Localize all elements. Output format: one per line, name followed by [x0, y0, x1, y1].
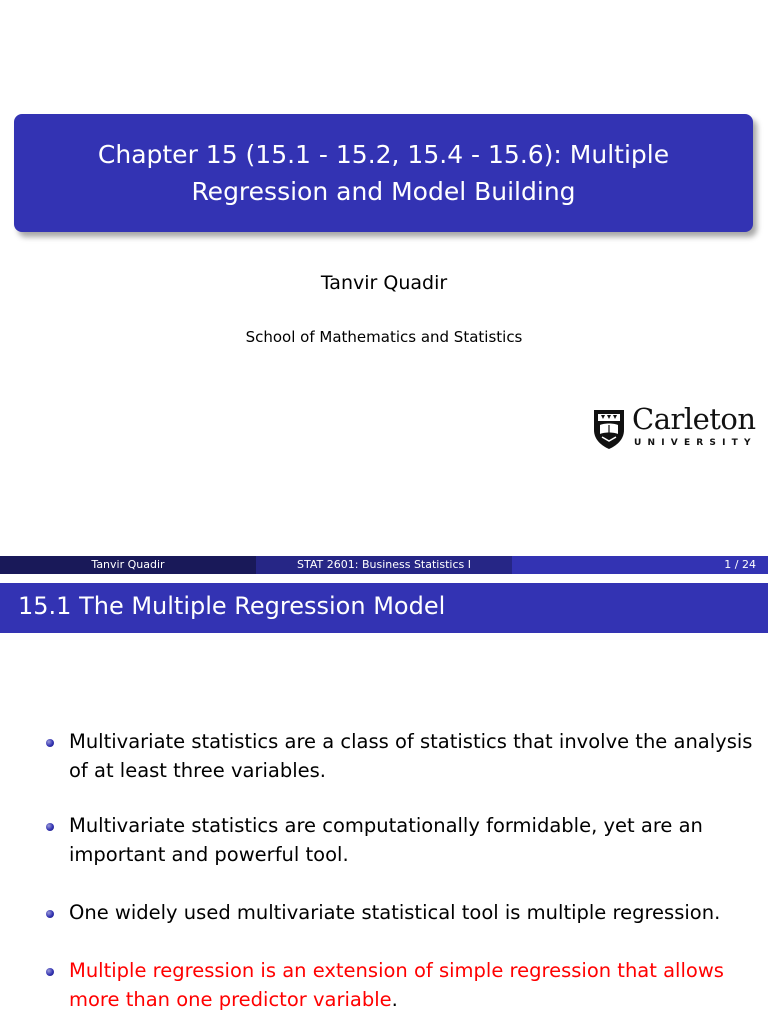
- bullet-dot-icon: [46, 739, 54, 747]
- bullet-dot-icon: [46, 910, 54, 918]
- carleton-crest-icon: [592, 408, 626, 450]
- frame-title-bar: [0, 583, 768, 633]
- bullet-text-end: .: [391, 988, 398, 1011]
- footer-course: STAT 2601: Business Statistics I: [256, 556, 512, 574]
- bullet-text: Multivariate statistics are computationally formidable, yet are an important and powerful tool.: [69, 814, 703, 866]
- author-name: Tanvir Quadir: [320, 272, 448, 294]
- slide-title-line-1: Chapter 15 (15.1 - 15.2, 15.4 - 15.6): Multiple: [97, 140, 670, 169]
- bullet-dot-icon: [46, 968, 54, 976]
- logo-wordmark: Carleton: [632, 402, 756, 436]
- bullet-text: [69, 956, 759, 1014]
- alert-text: Multiple regression is an extension of simple regression that allows more than one predictor variable: [69, 959, 724, 1011]
- slide-title-line-2: Regression and Model Building: [191, 177, 576, 206]
- footer-page-number: [512, 556, 768, 574]
- bullet-text: One widely used multivariate statistical tool is multiple regression.: [69, 901, 721, 924]
- logo-subtitle: UNIVERSITY: [634, 438, 757, 448]
- bullet-dot-icon: [46, 823, 54, 831]
- footer-bar: [0, 556, 768, 574]
- footer-page-label: 1 / 24: [724, 558, 756, 571]
- frame-title: 15.1 The Multiple Regression Model: [18, 592, 446, 620]
- title-box: [14, 114, 753, 232]
- footer-author: Tanvir Quadir: [0, 556, 256, 574]
- institute-name: School of Mathematics and Statistics: [245, 328, 523, 346]
- carleton-logo: [592, 402, 757, 452]
- bullet-text: Multivariate statistics are a class of statistics that involve the analysis of at least three variables.: [69, 730, 753, 782]
